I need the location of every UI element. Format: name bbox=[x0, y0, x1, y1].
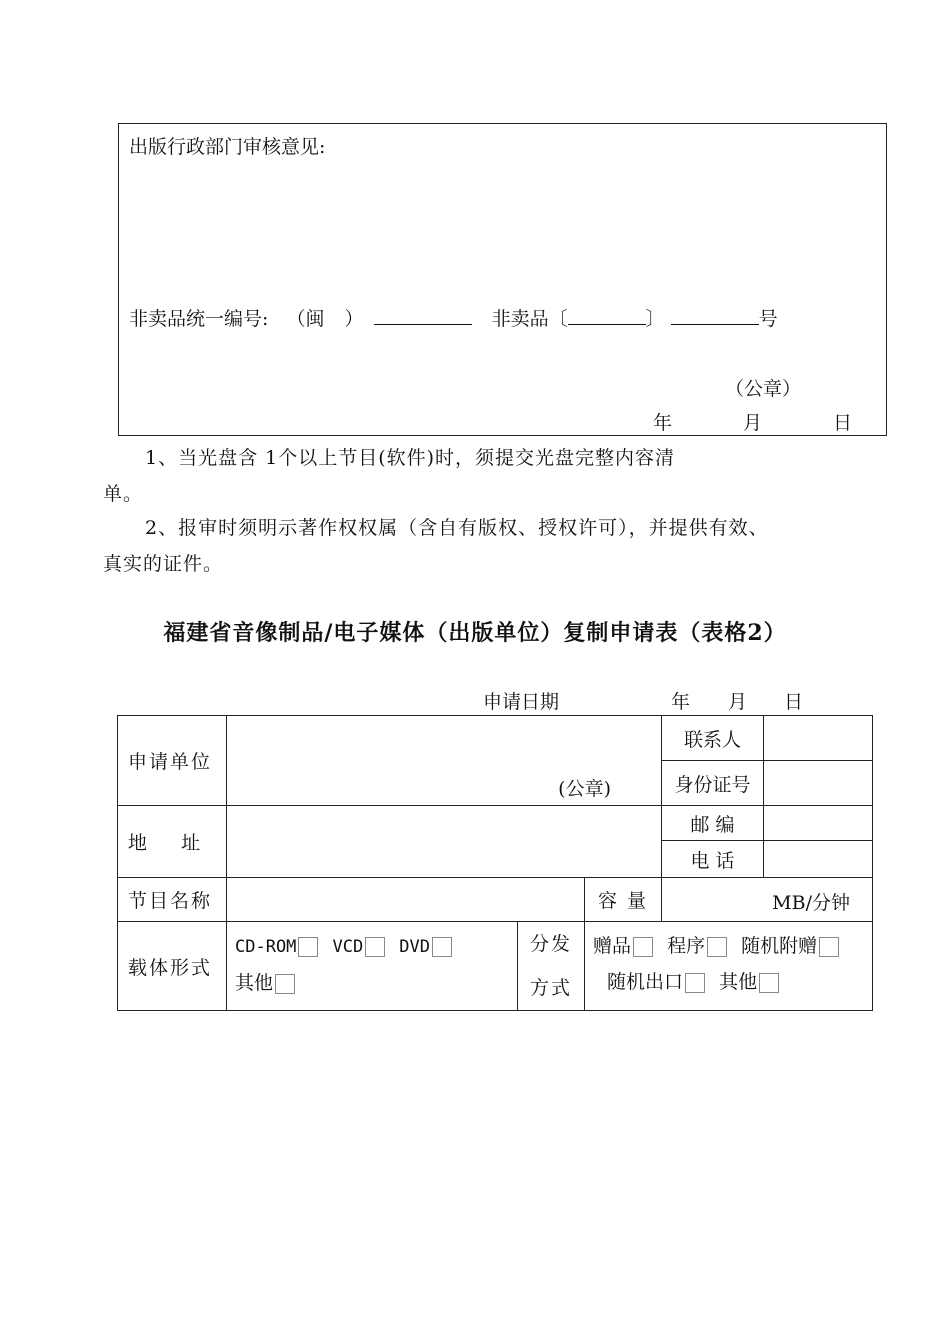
dist-option-bundled: 随机附赠 bbox=[741, 935, 818, 957]
carrier-vcd-checkbox[interactable] bbox=[365, 937, 385, 957]
address-label: 地 址 bbox=[118, 806, 227, 878]
postcode-field[interactable] bbox=[764, 806, 873, 841]
id-label: 身份证号 bbox=[662, 761, 764, 806]
address-field[interactable] bbox=[227, 806, 662, 878]
carrier-option-other: 其他 bbox=[235, 972, 274, 994]
unified-number-label: 非卖品统一编号: bbox=[129, 308, 269, 330]
application-form bbox=[117, 715, 873, 1011]
phone-label: 电 话 bbox=[662, 841, 764, 878]
note-2 bbox=[103, 510, 863, 582]
date-label: 申请日期 bbox=[483, 691, 560, 713]
distribution-options bbox=[585, 922, 873, 1011]
dist-program-checkbox[interactable] bbox=[707, 937, 727, 957]
phone-field[interactable] bbox=[764, 841, 873, 878]
contact-label: 联系人 bbox=[662, 716, 764, 761]
dist-bundled-checkbox[interactable] bbox=[819, 937, 839, 957]
distribution-label: 分发 方式 bbox=[518, 922, 585, 1011]
program-field[interactable] bbox=[227, 878, 585, 922]
review-heading: 出版行政部门审核意见: bbox=[129, 136, 326, 158]
dist-export-checkbox[interactable] bbox=[685, 973, 705, 993]
program-label: 节目名称 bbox=[118, 878, 227, 922]
nonsale-close: 〕 bbox=[645, 308, 665, 330]
dist-option-program: 程序 bbox=[667, 935, 706, 957]
applicant-seal: (公章) bbox=[558, 778, 611, 800]
unified-number-field[interactable] bbox=[374, 304, 472, 325]
nonsale-number-field[interactable] bbox=[671, 304, 759, 325]
review-seal: （公章） bbox=[725, 378, 802, 400]
applicant-label: 申请单位 bbox=[118, 716, 227, 806]
review-day: 日 bbox=[833, 412, 853, 434]
carrier-option-cdrom: CD-ROM bbox=[235, 937, 297, 957]
dist-option-other: 其他 bbox=[719, 971, 758, 993]
dist-other-checkbox[interactable] bbox=[759, 973, 779, 993]
capacity-field[interactable] bbox=[662, 878, 873, 922]
carrier-options bbox=[227, 922, 518, 1011]
number-suffix: 号 bbox=[758, 308, 778, 330]
date-year: 年 bbox=[671, 691, 691, 713]
carrier-dvd-checkbox[interactable] bbox=[432, 937, 452, 957]
id-field[interactable] bbox=[764, 761, 873, 806]
dist-option-export: 随机出口 bbox=[607, 971, 684, 993]
applicant-field[interactable] bbox=[227, 716, 662, 806]
carrier-option-dvd: DVD bbox=[399, 937, 430, 957]
province-open: （闽 bbox=[286, 308, 325, 330]
review-year: 年 bbox=[653, 412, 673, 434]
dist-option-gift: 赠品 bbox=[593, 935, 632, 957]
postcode-label: 邮 编 bbox=[662, 806, 764, 841]
date-month: 月 bbox=[728, 691, 748, 713]
review-month: 月 bbox=[743, 412, 763, 434]
unified-number-row bbox=[129, 304, 778, 331]
note-1-line-2: 单。 bbox=[103, 483, 144, 505]
contact-field[interactable] bbox=[764, 716, 873, 761]
nonsale-label: 非卖品〔 bbox=[491, 308, 568, 330]
note-2-line-1: 2、报审时须明示著作权权属（含自有版权、授权许可），并提供有效、 bbox=[145, 517, 769, 539]
nonsale-year-field[interactable] bbox=[568, 304, 646, 325]
date-day: 日 bbox=[784, 691, 804, 713]
form-title: 福建省音像制品/电子媒体（出版单位）复制申请表（表格2） bbox=[163, 620, 787, 646]
capacity-unit: MB/分钟 bbox=[772, 892, 850, 914]
carrier-label: 载体形式 bbox=[118, 922, 227, 1011]
carrier-cdrom-checkbox[interactable] bbox=[298, 937, 318, 957]
note-1 bbox=[103, 440, 863, 512]
province-close: ） bbox=[344, 308, 364, 330]
note-2-line-2: 真实的证件。 bbox=[103, 553, 224, 575]
dist-gift-checkbox[interactable] bbox=[633, 937, 653, 957]
review-section bbox=[118, 123, 887, 436]
note-1-line-1: 1、当光盘含 1个以上节目(软件)时，须提交光盘完整内容清 bbox=[145, 447, 676, 469]
carrier-option-vcd: VCD bbox=[332, 937, 364, 957]
carrier-other-checkbox[interactable] bbox=[275, 974, 295, 994]
capacity-label: 容 量 bbox=[585, 878, 662, 922]
